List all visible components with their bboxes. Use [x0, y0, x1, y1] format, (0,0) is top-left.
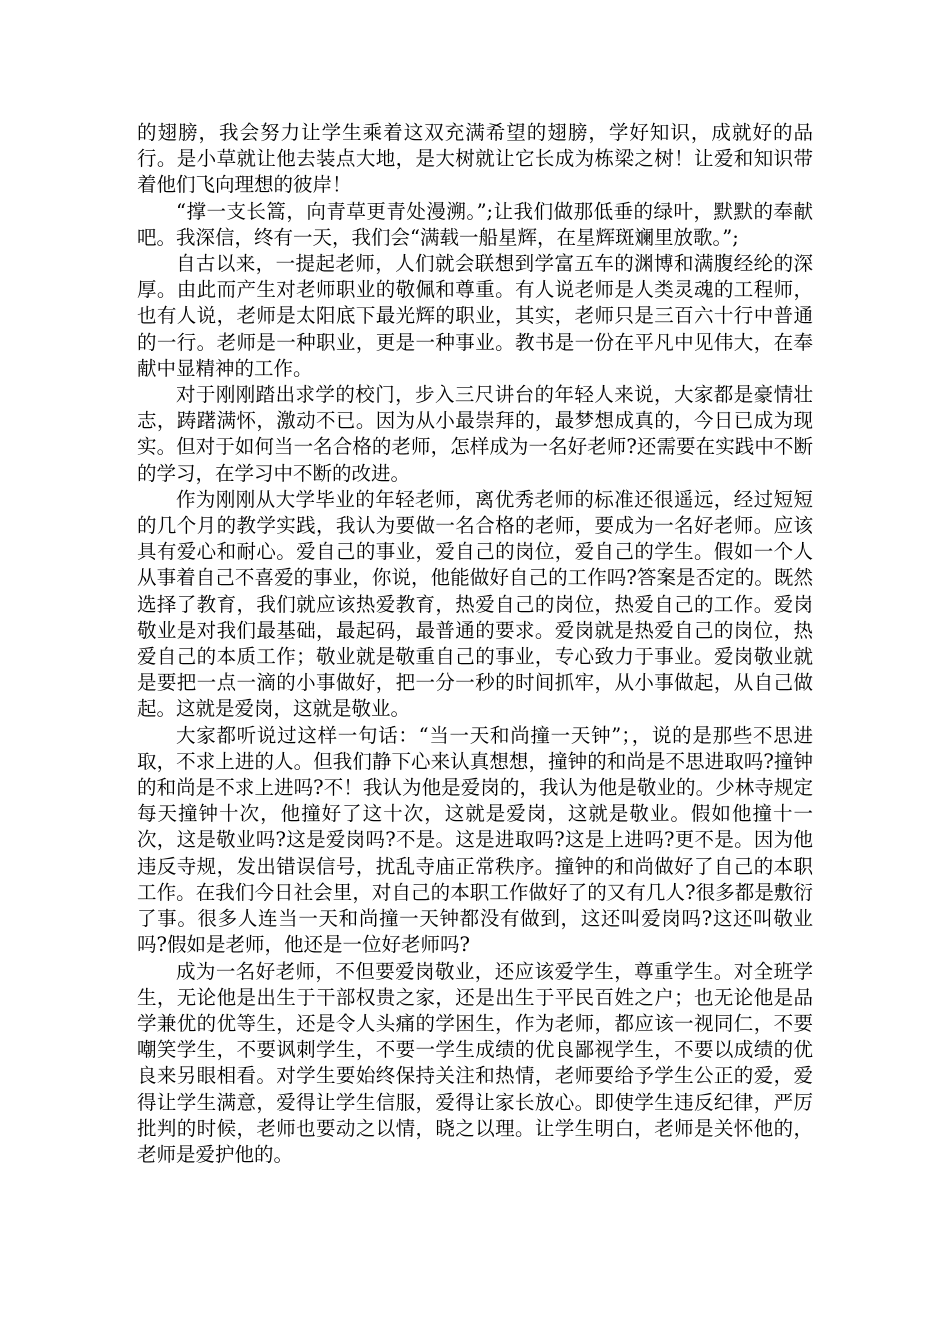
paragraph-5: 作为刚刚从大学毕业的年轻老师，离优秀老师的标准还很遥远，经过短短的几个月的教学实践，我认为要做一名合格的老师，要成为一名好老师。应该具有爱心和耐心。爱自己的事业，爱自己的岗位，爱自己的学生。假如一个人从事着自己不喜爱的事业，你说，他能做好自己的工作吗?答案是否定的。既然选择了教育，我们就应该热爱教育，热爱自己的岗位，热爱自己的工作。爱岗敬业是对我们最基础，最起码，最普通的要求。爱岗就是热爱自己的岗位，热爱自己的本质工作；敬业就是敬重自己的事业，专心致力于事业。爱岗敬业就是要把一点一滴的小事做好，把一分一秒的时间抓牢，从小事做起，从自己做起。这就是爱岗，这就是敬业。: [137, 487, 813, 721]
document-page: [137, 120, 813, 1168]
paragraph-2: “撑一支长篙，向青草更青处漫溯。”;让我们做那低垂的绿叶，默默的奉献吧。我深信，终有一天，我们会“满载一船星辉，在星辉斑斓里放歌。”;: [137, 199, 813, 249]
paragraph-4: 对于刚刚踏出求学的校门，步入三尺讲台的年轻人来说，大家都是豪情壮志，踌躇满怀，激动不已。因为从小最崇拜的，最梦想成真的，今日已成为现实。但对于如何当一名合格的老师，怎样成为一名好老师?还需要在实践中不断的学习，在学习中不断的改进。: [137, 383, 813, 485]
paragraph-6: 大家都听说过这样一句话：“当一天和尚撞一天钟”；，说的是那些不思进取，不求上进的人。但我们静下心来认真想想，撞钟的和尚是不思进取吗?撞钟的和尚是不求上进吗?不！我认为他是爱岗的，我认为他是敬业的。少林寺规定每天撞钟十次，他撞好了这十次，这就是爱岗，这就是敬业。假如他撞十一次，这是敬业吗?这是爱岗吗?不是。这是进取吗?这是上进吗?更不是。因为他违反寺规，发出错误信号，扰乱寺庙正常秩序。撞钟的和尚做好了自己的本职工作。在我们今日社会里，对自己的本职工作做好了的又有几人?很多都是敷衍了事。很多人连当一天和尚撞一天钟都没有做到，这还叫爱岗吗?这还叫敬业吗?假如是老师，他还是一位好老师吗?: [137, 723, 813, 957]
paragraph-3: 自古以来，一提起老师，人们就会联想到学富五车的渊博和满腹经纶的深厚。由此而产生对老师职业的敬佩和尊重。有人说老师是人类灵魂的工程师，也有人说，老师是太阳底下最光辉的职业，其实，老师只是三百六十行中普通的一行。老师是一种职业，更是一种事业。教书是一份在平凡中见伟大，在奉献中显精神的工作。: [137, 252, 813, 380]
paragraph-7: 成为一名好老师，不但要爱岗敬业，还应该爱学生，尊重学生。对全班学生，无论他是出生于干部权贵之家，还是出生于平民百姓之户；也无论他是品学兼优的优等生，还是令人头痛的学困生，作为老师，都应该一视同仁，不要嘲笑学生，不要讽刺学生，不要一学生成绩的优良鄙视学生，不要以成绩的优良来另眼相看。对学生要始终保持关注和热情，老师要给予学生公正的爱，爱得让学生满意，爱得让学生信服，爱得让家长放心。即使学生违反纪律，严厉批判的时候，老师也要动之以情，晓之以理。让学生明白，老师是关怀他的，老师是爱护他的。: [137, 959, 813, 1166]
paragraph-1: 的翅膀，我会努力让学生乘着这双充满希望的翅膀，学好知识，成就好的品行。是小草就让他去装点大地，是大树就让它长成为栋梁之树！让爱和知识带着他们飞向理想的彼岸！: [137, 121, 813, 197]
